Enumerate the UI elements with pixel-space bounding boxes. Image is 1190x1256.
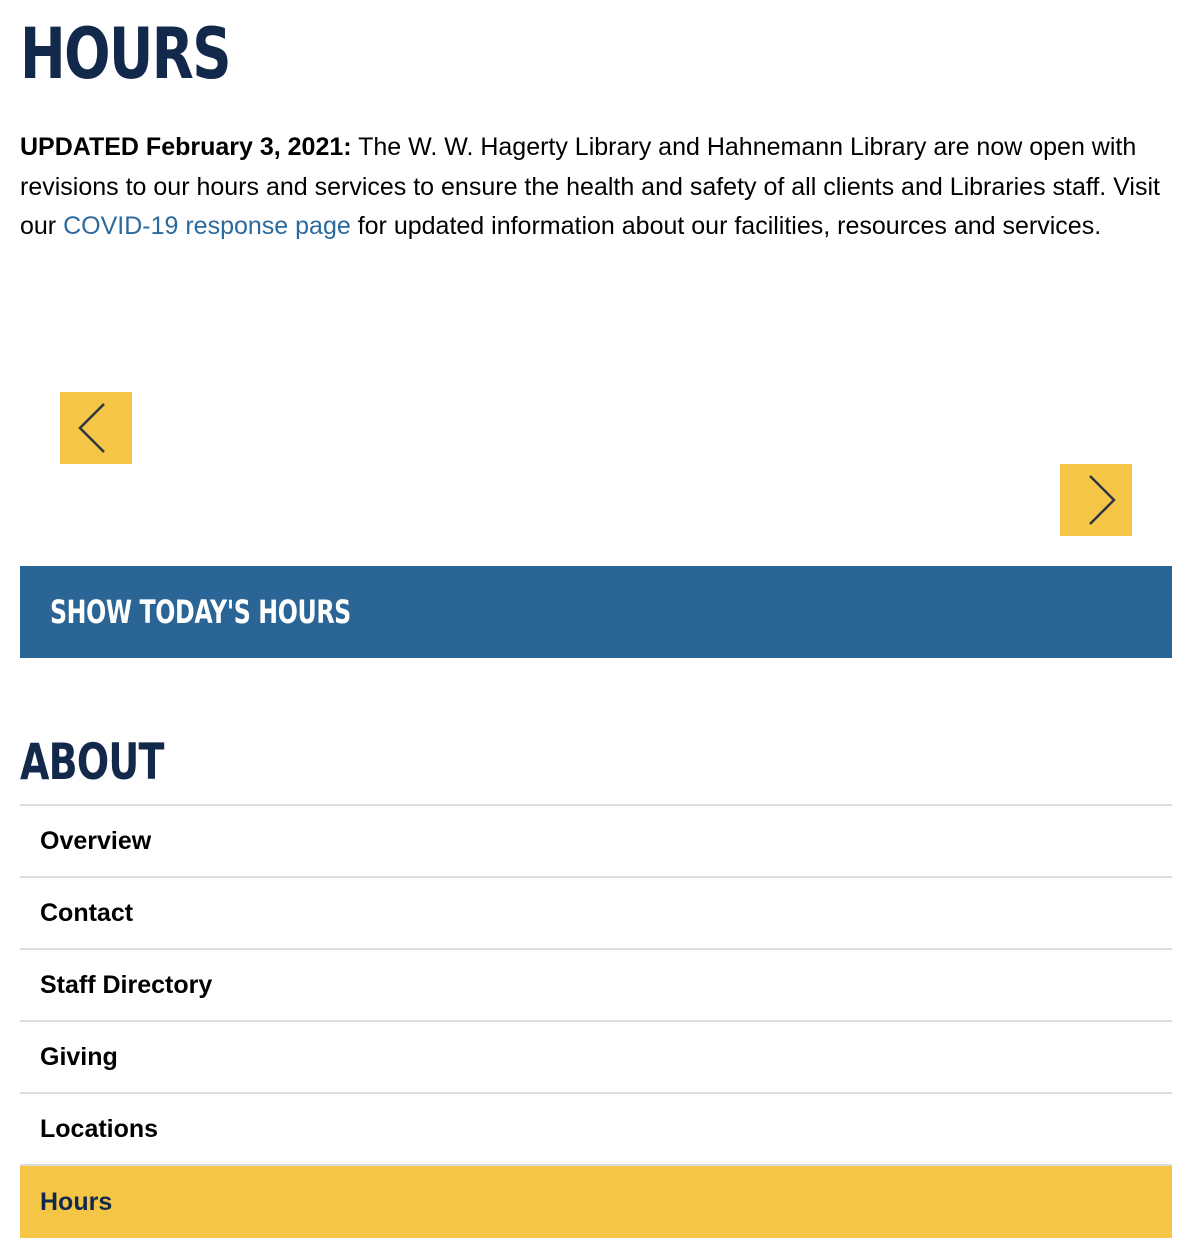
about-nav-overview[interactable]: Overview xyxy=(20,806,1172,878)
about-nav-hours[interactable]: Hours xyxy=(20,1166,1172,1238)
covid-response-link[interactable]: COVID-19 response page xyxy=(63,212,351,240)
chevron-left-icon xyxy=(60,392,132,464)
notice-text-end: for updated information about our facilities, resources and services. xyxy=(350,212,1102,240)
carousel-prev-button[interactable] xyxy=(60,392,132,464)
page-title: HOURS xyxy=(20,13,231,95)
about-nav-locations[interactable]: Locations xyxy=(20,1094,1172,1166)
about-nav-staff-directory[interactable]: Staff Directory xyxy=(20,950,1172,1022)
show-todays-hours-button[interactable] xyxy=(20,566,1172,658)
about-nav xyxy=(20,804,1172,1238)
notice-text-start: The W. W. Hagerty Library and Hahnemann Library are now open with revisions to our hours and services to ensure the health and safety of all clients and Libraries staff. Visit our xyxy=(20,133,1160,240)
about-heading: ABOUT xyxy=(20,733,164,791)
about-nav-contact[interactable]: Contact xyxy=(20,878,1172,950)
chevron-right-icon xyxy=(1060,464,1132,536)
show-todays-hours-label: SHOW TODAY'S HOURS xyxy=(50,593,351,631)
about-nav-giving[interactable]: Giving xyxy=(20,1022,1172,1094)
update-notice xyxy=(20,128,1172,247)
update-label: UPDATED February 3, 2021: xyxy=(20,133,352,161)
carousel-next-button[interactable] xyxy=(1060,464,1132,536)
